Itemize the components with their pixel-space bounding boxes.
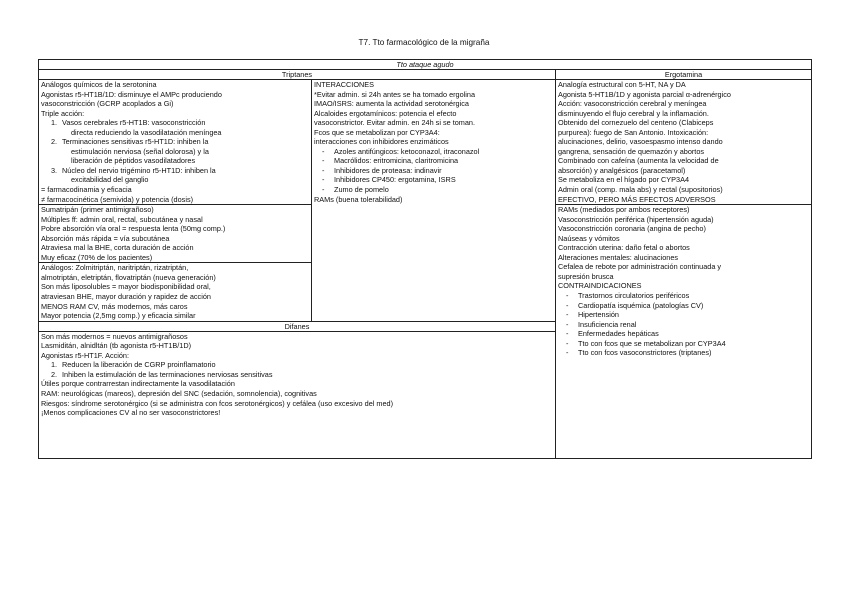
text-line: Agonistas r5-HT1F. Acción: (41, 350, 130, 360)
text-line: Son más liposolubles = mayor biodisponibilidad oral, (41, 282, 211, 292)
item-number: 1. (51, 360, 58, 370)
dash-bullet: - (322, 156, 325, 166)
text-line: ¡Menos complicaciones CV al no ser vasoconstrictores! (41, 408, 221, 418)
text-line: Múltiples ff: admin oral, rectal, subcutánea y nasal (41, 214, 203, 224)
text-line: Vasoconstricción coronaria (angina de pecho) (558, 224, 706, 234)
text-line: Son más modernos = nuevos antimigrañosos (41, 331, 188, 341)
triptanes-general-cell (39, 80, 312, 205)
item-text: Macrólidos: eritromicina, claritromicina (334, 156, 459, 166)
dash-item (314, 175, 553, 185)
text-line: IMAO/ISRS: aumenta la actividad serotonérgica (314, 99, 469, 109)
page-title: T7. Tto farmacológico de la migraña (358, 38, 490, 47)
text-line: = farmacodinamia y eficacia (41, 185, 132, 195)
item-continuation: directa reduciendo la vasodilatación meníngea (71, 127, 222, 137)
dash-bullet: - (322, 146, 325, 156)
item-text: Azoles antifúngicos: ketoconazol, itraconazol (334, 146, 480, 156)
text-line: Obtenido del cornezuelo del centeno (Clabiceps (558, 118, 714, 128)
text-line: Vasoconstricción periférica (hipertensión aguda) (558, 214, 714, 224)
dash-bullet: - (566, 300, 569, 310)
numbered-item (41, 370, 553, 380)
text-line: Admin oral (comp. mala abs) y rectal (supositorios) (558, 185, 723, 195)
item-number: 1. (51, 118, 58, 128)
item-number: 2. (51, 369, 58, 379)
text-line: Riesgos: síndrome serotonérgico (si se administra con fcos serotonérgicos) y cefálea (uso excesivo del med) (41, 398, 394, 408)
text-line: alucinaciones, delirio, vasoespasmo intenso dando (558, 137, 723, 147)
text-line: Agonistas r5-HT1B/1D: disminuye el AMPc produciendo (41, 89, 222, 99)
dash-bullet: - (566, 291, 569, 301)
sumatriptan-cell (39, 205, 312, 263)
item-text: Zumo de pomelo (334, 185, 389, 195)
text-line: MENOS RAM CV, más modernos, más caros (41, 301, 188, 311)
text-line: Análogos: Zolmitriptán, naritriptán, rizatriptán, (41, 263, 189, 273)
text-line: Fcos que se metabolizan por CYP3A4: (314, 127, 440, 137)
text-line: vasoconstricción (GCRP acoplados a Gi) (41, 99, 174, 109)
text-line: Alteraciones mentales: alucinaciones (558, 252, 679, 262)
text-line: atraviesan BHE, mayor duración y rapidez de acción (41, 292, 211, 302)
section-heading: RAMs (buena tolerabilidad) (314, 194, 403, 204)
drug-table (38, 59, 812, 459)
text-line: Pobre absorción vía oral = respuesta lenta (50mg comp.) (41, 224, 226, 234)
text-line: Análogos químicos de la serotonina (41, 80, 157, 89)
section-heading: INTERACCIONES (314, 80, 375, 89)
dash-item (314, 147, 553, 157)
text-line: ≠ farmacocinética (semivida) y potencia (dosis) (41, 194, 194, 204)
text-line: Contracción uterina: daño fetal o abortos (558, 243, 690, 253)
text-line: absorción) y analgésicos (paracetamol) (558, 165, 686, 175)
ergotamina-rams-cell (556, 205, 812, 459)
text-line: Combinado con cafeína (aumenta la velocidad de (558, 156, 719, 166)
dash-item (558, 320, 809, 330)
dash-bullet: - (322, 165, 325, 175)
section-heading: CONTRAINDICACIONES (558, 281, 642, 291)
numbered-item (41, 166, 309, 176)
item-text: Tto con fcos que se metabolizan por CYP3A4 (578, 338, 726, 348)
numbered-item (41, 118, 309, 128)
text-line: purpurea): fuego de San Antonio. Intoxicación: (558, 127, 709, 137)
dash-bullet: - (566, 329, 569, 339)
dash-bullet: - (566, 338, 569, 348)
item-number: 2. (51, 137, 58, 147)
text-line: vasoconstrictor. Evitar admin. en 24h si se toman. (314, 118, 476, 128)
text-line: Cefalea de rebote por administración continuada y (558, 262, 722, 272)
text-line: Lasmiditán, alnidltán (tb agonista r5-HT1B/1D) (41, 341, 192, 351)
text-line: Sumatripán (primer antimigrañoso) (41, 205, 154, 215)
text-line: Atraviesa mal la BHE, corta duración de acción (41, 243, 194, 253)
text-line: Acción: vasoconstricción cerebral y meníngea (558, 99, 707, 109)
item-continuation: excitabilidad del ganglio (71, 175, 149, 185)
text-line: almotriptán, eletriptán, flovatriptán (nueva generación) (41, 272, 216, 282)
item-text: Trastornos circulatorios periféricos (578, 291, 690, 301)
interacciones-cell (312, 80, 556, 322)
item-text: Cardiopatía isquémica (patologías CV) (578, 300, 704, 310)
item-text: Tto con fcos vasoconstrictores (triptanes) (578, 348, 712, 358)
analogos-cell (39, 263, 312, 321)
text-line: EFECTIVO, PERO MÁS EFECTOS ADVERSOS (558, 194, 716, 204)
text-line: *Evitar admin. si 24h antes se ha tomado ergolina (314, 89, 476, 99)
dash-item (314, 166, 553, 176)
dash-item (558, 301, 809, 311)
dash-item (558, 291, 809, 301)
item-continuation: liberación de péptidos vasodilatadores (71, 156, 196, 166)
dash-item (558, 348, 809, 358)
item-text: Vasos cerebrales r5-HT1B: vasoconstricción (62, 118, 206, 128)
item-text: Inhiben la estimulación de las terminaciones nerviosas sensitivas (62, 369, 273, 379)
text-line: Útiles porque contrarrestan indirectamente la vasodilatación (41, 379, 235, 389)
text-line: Muy eficaz (70% de los pacientes) (41, 252, 153, 262)
item-text: Inhibidores CP450: ergotamina, ISRS (334, 175, 456, 185)
text-line: RAM: neurológicas (mareos), depresión del SNC (sedación, somnolencia), cognitivas (41, 388, 317, 398)
item-text: Terminaciones sensitivas r5-HT1D: inhiben la (62, 137, 209, 147)
dash-bullet: - (322, 185, 325, 195)
section-heading: RAMs (mediados por ambos receptores) (558, 205, 690, 215)
item-number: 3. (51, 165, 58, 175)
item-text: Núcleo del nervio trigémino r5-HT1D: inhiben la (62, 165, 216, 175)
difanes-cell (39, 331, 556, 458)
dash-bullet: - (566, 319, 569, 329)
text-line: Naúseas y vómitos (558, 233, 620, 243)
header-triptanes: Triptanes (39, 70, 556, 80)
dash-bullet: - (322, 175, 325, 185)
item-continuation: estimulación nerviosa (señal dolorosa) y la (71, 146, 209, 156)
text-line: Mayor potencia (2,5mg comp.) y eficacia similar (41, 311, 196, 321)
text-line: interacciones con inhibidores enzimáticos (314, 137, 449, 147)
dash-bullet: - (566, 310, 569, 320)
text-line: gangrena, sensación de quemazón y abortos (558, 146, 705, 156)
text-line: Se metaboliza en el hígado por CYP3A4 (558, 175, 690, 185)
item-text: Hipertensión (578, 310, 619, 320)
dash-bullet: - (566, 348, 569, 358)
text-line: Analogía estructural con 5-HT, NA y DA (558, 80, 686, 89)
item-text: Reducen la liberación de CGRP proinflamatorio (62, 360, 216, 370)
text-line: Absorción más rápida = vía subcutánea (41, 233, 170, 243)
text-line: Agonista 5-HT1B/1D y agonista parcial α-adrenérgico (558, 89, 731, 99)
header-tto-ataque-agudo: Tto ataque agudo (39, 60, 812, 70)
item-text: Enfermedades hepáticas (578, 329, 659, 339)
dash-item (314, 185, 553, 195)
numbered-item (41, 137, 309, 147)
text-line: disminuyendo el flujo cerebral y la inflamación. (558, 108, 709, 118)
header-ergotamina: Ergotamina (556, 70, 812, 80)
text-line: Triple acción: (41, 108, 85, 118)
text-line: Alcaloides ergotamínicos: potencia el efecto (314, 108, 457, 118)
numbered-item (41, 360, 553, 370)
dash-item (558, 339, 809, 349)
ergotamina-general-cell (556, 80, 812, 205)
header-difanes: Difanes (39, 321, 556, 331)
item-text: Insuficiencia renal (578, 319, 637, 329)
dash-item (314, 156, 553, 166)
item-text: Inhibidores de proteasa: indinavir (334, 165, 442, 175)
dash-item (558, 329, 809, 339)
text-line: supresión brusca (558, 271, 614, 281)
dash-item (558, 310, 809, 320)
